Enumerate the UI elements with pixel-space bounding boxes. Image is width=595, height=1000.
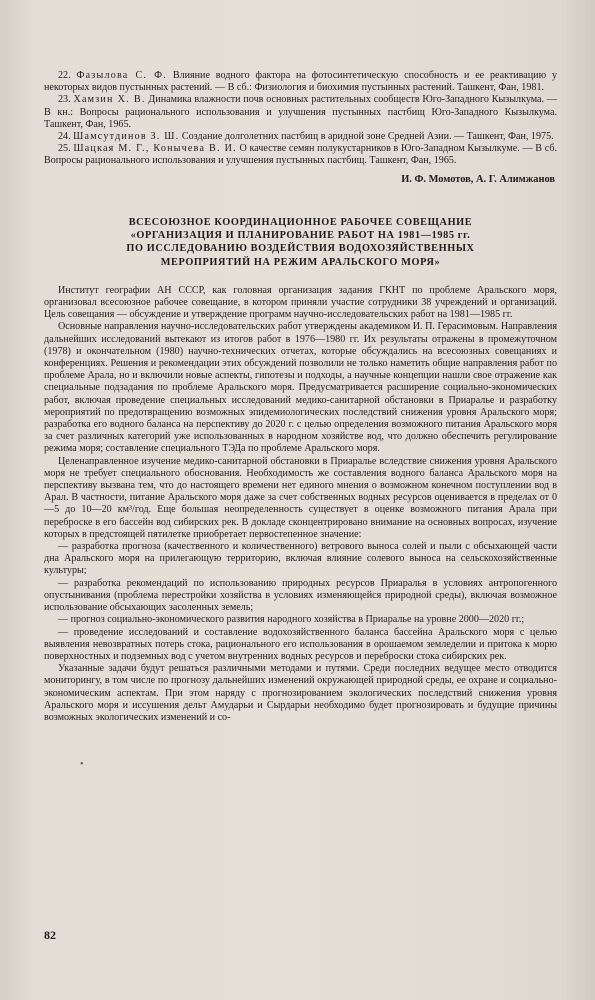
reference-text: Создание долголетних пастбищ в аридной зоне Средней Азии. — Ташкент, Фан, 1975. — [181, 131, 554, 143]
body-paragraph: Основные направления научно-исследовательских работ утверждены академиком И. П. Герасимовым. Направления дальнейших исследований вытекают из итогов работ в 1976—1980 гг. Их результаты отражены в промежуточном (1978) и окончательном (1980) научно-технических отчетах, которые обсуждались на всесоюзных совещаниях и конференциях. Решения и рекомендации этих обсуждений позволили не только наметить общие направления работ по проблеме Арала, но и включили новые аспекты, гипотезы и подходы, а научные концепции нашли свое отражение как специальные подзадания по проблеме Аральского моря. Предусматривается расширение социально-экономических работ, включая проведение специальных исследований медико-санитарной обстановки в Приаралье и разработку мероприятий по предотвращению возможных эпидемиологических последствий снижения уровня Аральского моря; разработка его водного баланса на перспективу до 2020 г. с целью определения возможного питания Аральского моря за счет различных категорий уже использованных в народном хозяйстве вод, что должно обеспечить регулирование режима моря; составление специального ТЭДа по проблеме Аральского моря. — [44, 321, 557, 455]
reference-list — [44, 70, 557, 168]
list-paragraph: — разработка прогноза (качественного и количественного) ветрового выноса солей и пыли с обсыхающей части дна Аральского моря на прилегающую территорию, включая влияние солевого выноса на сельскохозяйственные культуры; — [44, 541, 557, 577]
reference-item — [44, 94, 557, 131]
body-paragraph: Институт географии АН СССР, как головная организация задания ГКНТ по проблеме Аральского моря, организовал всесоюзное рабочее совещание, в котором приняли участие сотрудники 38 учреждений и организаций. Цель совещания — обсуждение и утверждение программ научно-исследовательских работ на 1981—1985 гг. — [44, 284, 557, 321]
list-paragraph: — разработка рекомендаций по использованию природных ресурсов Приаралья в условиях антропогенного опустынивания (проблема перестройки хозяйства в условиях изменяющейся природной среды), включая возможное использование обсыхающих засоленных земель; — [44, 577, 557, 614]
reference-text: Влияние водного фактора на фотосинтетическую способность и ее реактивацию у некоторых видов пустынных растений. — В сб.: Физиология и биохимия пустынных растений. Ташкент, Фан, 1981. — [44, 70, 557, 94]
page-number: 82 — [44, 928, 56, 942]
section-heading — [54, 216, 547, 269]
reference-item — [44, 143, 557, 167]
body-paragraph: Указанные задачи будут решаться различными методами и путями. Среди последних ведущее место отводится мониторингу, в том числе по прогнозу дальнейших изменений окружающей природной среды, ее охране и социально-экономическим аспектам. При этом наряду с прогнозированием экологических последствий снижения уровня Аральского моря и иссушения дельт Амударьи и Сырдарьи необходимо будет прогнозировать и будущие причины возможных экологических изменений и со- — [44, 663, 557, 723]
reference-text: Динамика влажности почв основных растительных сообществ Юго-Западного Кызылкума. — В кн.: Вопросы рационального использования и улучшения пустынных пастбищ Юго-Западного Кызылкума. Ташкент, Фан, 1965. — [44, 94, 557, 130]
heading-line: «ОРГАНИЗАЦИЯ И ПЛАНИРОВАНИЕ РАБОТ НА 1981—1985 гг. — [130, 229, 471, 241]
reference-number: 24. — [58, 131, 71, 143]
reference-author: Фазылова С. Ф. — [76, 70, 168, 81]
list-paragraph: — проведение исследований и составление водохозяйственного баланса бассейна Аральского моря с целью выявления невозвратных потерь стока, рационального его использования в орошаемом земледелии и притока к морю поверхностных и подземных вод с учетом внутренних водных ресурсов и переброски стока сибирских рек. — [44, 626, 557, 662]
reference-item — [44, 131, 557, 143]
reference-author: Шамсутдинов З. Ш. — [73, 131, 180, 143]
reference-number: 23. — [58, 94, 71, 106]
reference-number: 22. — [58, 70, 71, 81]
list-paragraph: — прогноз социально-экономического развития народного хозяйства в Приаралье на уровне 2000—2020 гг.; — [58, 614, 525, 626]
reference-text: О качестве семян полукустарников в Юго-Западном Кызылкуме. — В сб. Вопросы рационального использования и улучшения пустынных пастбищ. Ташкент, Фан, 1965. — [44, 143, 557, 167]
reference-author: Шацкая М. Г., Конычева В. И. — [73, 143, 237, 155]
body-paragraph: Целенаправленное изучение медико-санитарной обстановки в Приаралье вследствие снижения уровня Аральского моря не требует специального обоснования. Необходимость же составления водного баланса Аральского моря на перспективу вызвана тем, что до настоящего времени нет единого мнения о возможном конечном поступлении вод в Арал. В частности, питание Аральского моря даже за счет собственных водных ресурсов оценивается в пределах от 0—5 до 10—20 км³/год. Еще большая неопределенность существует в оценке возможного питания Арала при переброске в его бассейн вод сибирских рек. В докладе сконцентрировано внимание на основных вопросах, изучение которых в предстоящей пятилетке приобретает первостепенное значение: — [44, 455, 557, 540]
reference-number: 25. — [58, 143, 71, 155]
margin-mark: • — [80, 759, 84, 770]
heading-line: ПО ИССЛЕДОВАНИЮ ВОЗДЕЙСТВИЯ ВОДОХОЗЯЙСТВЕННЫХ — [126, 243, 475, 255]
heading-line: МЕРОПРИЯТИЙ НА РЕЖИМ АРАЛЬСКОГО МОРЯ» — [160, 256, 441, 268]
reference-author: Хамзин Х. В. — [73, 94, 146, 106]
article-authors: И. Ф. Момотов, А. Г. Алимжанов — [401, 173, 555, 185]
reference-item — [44, 70, 557, 94]
article-body — [44, 285, 557, 724]
heading-line: ВСЕСОЮЗНОЕ КООРДИНАЦИОННОЕ РАБОЧЕЕ СОВЕЩАНИЕ — [128, 216, 473, 228]
